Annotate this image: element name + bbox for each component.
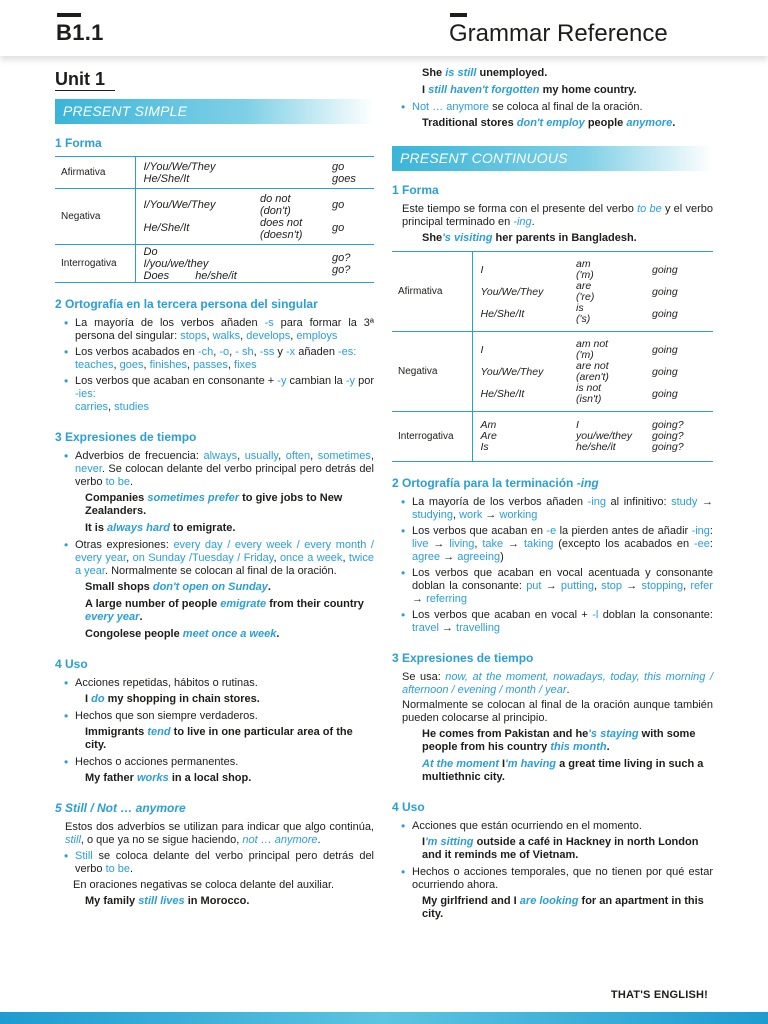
still-note: En oraciones negativas se coloca delante del auxiliar. (73, 879, 335, 891)
aux: Am Are Is (472, 412, 568, 462)
example-sentence: He comes from Pakistan and he's staying with some people from his country this month. (422, 728, 696, 753)
verb: going going going (644, 332, 713, 412)
present-simple-table (55, 156, 374, 283)
subjects: I you/we/they he/she/it (568, 412, 644, 462)
expresiones-note: Normalmente se colocan al final de la oración aunque también pueden colocarse al principio. (402, 699, 713, 724)
example-sentence: I'm sitting outside a café in Hackney in north London and it reminds me of Vietnam. (422, 836, 699, 861)
example-sentence: She is still unemployed. (422, 67, 548, 79)
heading-ortografia: 2 Ortografía en la tercera persona del singular (55, 297, 318, 311)
list-item: • Los verbos que acaban en -e la pierden antes de añadir -ing: live → living, take → taking (excepto los acabados en -ee: agree → agreeing) (392, 525, 713, 564)
list-item: • Otras expresiones: every day / every week / every month / every year, on Sunday /Tuesday / Friday, once a week, twice a year. Normalmente se colocan al final de la oración. (55, 539, 374, 578)
example-sentence: Traditional stores don't employ people anymore. (422, 117, 676, 129)
anymore-list (392, 101, 713, 114)
aux (252, 157, 324, 189)
table-row-negativa (55, 189, 374, 245)
row-label: Afirmativa (392, 252, 472, 332)
table-row-interrogativa (55, 245, 374, 283)
heading-still: 5 Still / Not … anymore (55, 801, 186, 815)
expresiones-list-2 (55, 539, 374, 578)
example-sentence: I do my shopping in chain stores. (85, 693, 260, 705)
heading-uso: 4 Uso (392, 800, 425, 814)
page-header (0, 0, 768, 56)
row-label: Interrogativa (55, 245, 135, 283)
expresiones-list (55, 450, 374, 489)
ortografia-list (55, 317, 374, 414)
row-label: Negativa (55, 189, 135, 245)
row-label: Negativa (392, 332, 472, 412)
example-sentence: Companies sometimes prefer to give jobs to New Zealanders. (85, 492, 343, 517)
aux (252, 245, 324, 283)
verb: go goes (324, 157, 374, 189)
heading-expresiones: 3 Expresiones de tiempo (55, 430, 197, 444)
uso-list (55, 710, 374, 723)
section-band-present-continuous: PRESENT CONTINUOUS (392, 146, 713, 171)
table-row-afirmativa (55, 157, 374, 189)
list-item: • Acciones que están ocurriendo en el momento. (392, 820, 713, 833)
example-sentence: Small shops don't open on Sunday. (85, 581, 271, 593)
verb: going going going (644, 252, 713, 332)
page-title: Grammar Reference (449, 20, 668, 47)
left-column (55, 68, 374, 912)
heading-uso: 4 Uso (55, 657, 88, 671)
title-accent-bar (450, 13, 467, 17)
subjects: DoI/you/we/they Does he/she/it (135, 245, 252, 283)
verb: going? going? going? (644, 412, 713, 462)
bottom-accent-bar (0, 1012, 768, 1024)
list-item: • Hechos o acciones temporales, que no tienen por qué estar ocurriendo ahora. (392, 866, 713, 892)
subjects: I You/We/They He/She/It (472, 252, 568, 332)
table-row-negativa (392, 332, 713, 412)
verb: go? go? (324, 245, 374, 283)
aux: am ('m) are ('re) is ('s) (568, 252, 644, 332)
still-list (55, 850, 374, 876)
example-sentence: I still haven't forgotten my home country. (422, 84, 637, 96)
example-sentence: Immigrants tend to live in one particular area of the city. (85, 726, 353, 751)
subjects: I You/We/They He/She/It (472, 332, 568, 412)
list-item: • Adverbios de frecuencia: always, usually, often, sometimes, never. Se colocan delante del verbo principal pero detrás del verbo to be. (55, 450, 374, 489)
list-item: • Los verbos que acaban en consonante + -y cambian la -y por -ies: carries, studies (55, 375, 374, 414)
heading-forma: 1 Forma (392, 183, 439, 197)
uso-list (392, 866, 713, 892)
still-explanation: Estos dos adverbios se utilizan para indicar que algo continúa, still, o que ya no se sigue haciendo, not … anymore. (65, 821, 374, 846)
example-sentence: At the moment I'm having a great time living in such a multiethnic city. (422, 758, 704, 783)
subjects: I/You/We/They He/She/It (135, 189, 252, 245)
row-label: Afirmativa (55, 157, 135, 189)
level-label: B1.1 (56, 20, 104, 45)
uso-list (55, 756, 374, 769)
example-sentence: My girlfriend and I are looking for an apartment in this city. (422, 895, 704, 920)
aux: do not (don't) does not (doesn't) (252, 189, 324, 245)
uso-list (55, 677, 374, 690)
expresiones-usage: Se usa: now, at the moment, nowadays, today, this morning / afternoon / evening / month / year. (402, 671, 713, 696)
list-item: • Los verbos que acaban en vocal acentuada y consonante doblan la consonante: put → putting, stop → stopping, refer → referring (392, 567, 713, 606)
forma-explanation: Este tiempo se forma con el presente del verbo to be y el verbo principal terminado en -ing. (402, 203, 713, 228)
example-sentence: She's visiting her parents in Bangladesh. (422, 232, 637, 244)
list-item: • Still se coloca delante del verbo principal pero detrás del verbo to be. (55, 850, 374, 876)
list-item: • La mayoría de los verbos añaden -s para formar la 3ª persona del singular: stops, walks, develops, employs (55, 317, 374, 343)
example-sentence: My father works in a local shop. (85, 772, 252, 784)
unit-title: Unit 1 (55, 68, 115, 91)
table-row-interrogativa (392, 412, 713, 462)
level-accent-bar (57, 13, 81, 17)
example-sentence: My family still lives in Morocco. (85, 895, 250, 907)
aux: am not ('m) are not (aren't) is not (isn't) (568, 332, 644, 412)
heading-forma: 1 Forma (55, 136, 102, 150)
heading-expresiones: 3 Expresiones de tiempo (392, 651, 534, 665)
subjects: I/You/We/They He/She/It (135, 157, 252, 189)
list-item: • Acciones repetidas, hábitos o rutinas. (55, 677, 374, 690)
example-sentence: Congolese people meet once a week. (85, 628, 280, 640)
table-row-afirmativa (392, 252, 713, 332)
footer-brand: THAT'S ENGLISH! (610, 989, 708, 1001)
list-item: • Hechos que son siempre verdaderos. (55, 710, 374, 723)
list-item: • Not … anymore se coloca al final de la oración. (392, 101, 713, 114)
example-sentence: It is always hard to emigrate. (85, 522, 236, 534)
list-item: • Hechos o acciones permanentes. (55, 756, 374, 769)
list-item: • La mayoría de los verbos añaden -ing al infinitivo: study → studying, work → working (392, 496, 713, 522)
verb: go go (324, 189, 374, 245)
list-item: • Los verbos acabados en -ch, -o, - sh, -ss y -x añaden -es: teaches, goes, finishes, passes, fixes (55, 346, 374, 372)
heading-ortografia-ing: 2 Ortografía para la terminación -ing (392, 476, 599, 490)
list-item: • Los verbos que acaban en vocal + -l doblan la consonante: travel → travelling (392, 609, 713, 635)
example-sentence: A large number of people emigrate from their country every year. (85, 598, 364, 623)
right-column (392, 64, 713, 925)
present-continuous-table (392, 251, 713, 462)
uso-list (392, 820, 713, 833)
ortografia-ing-list (392, 496, 713, 635)
section-band-present-simple: PRESENT SIMPLE (55, 99, 374, 124)
row-label: Interrogativa (392, 412, 472, 462)
